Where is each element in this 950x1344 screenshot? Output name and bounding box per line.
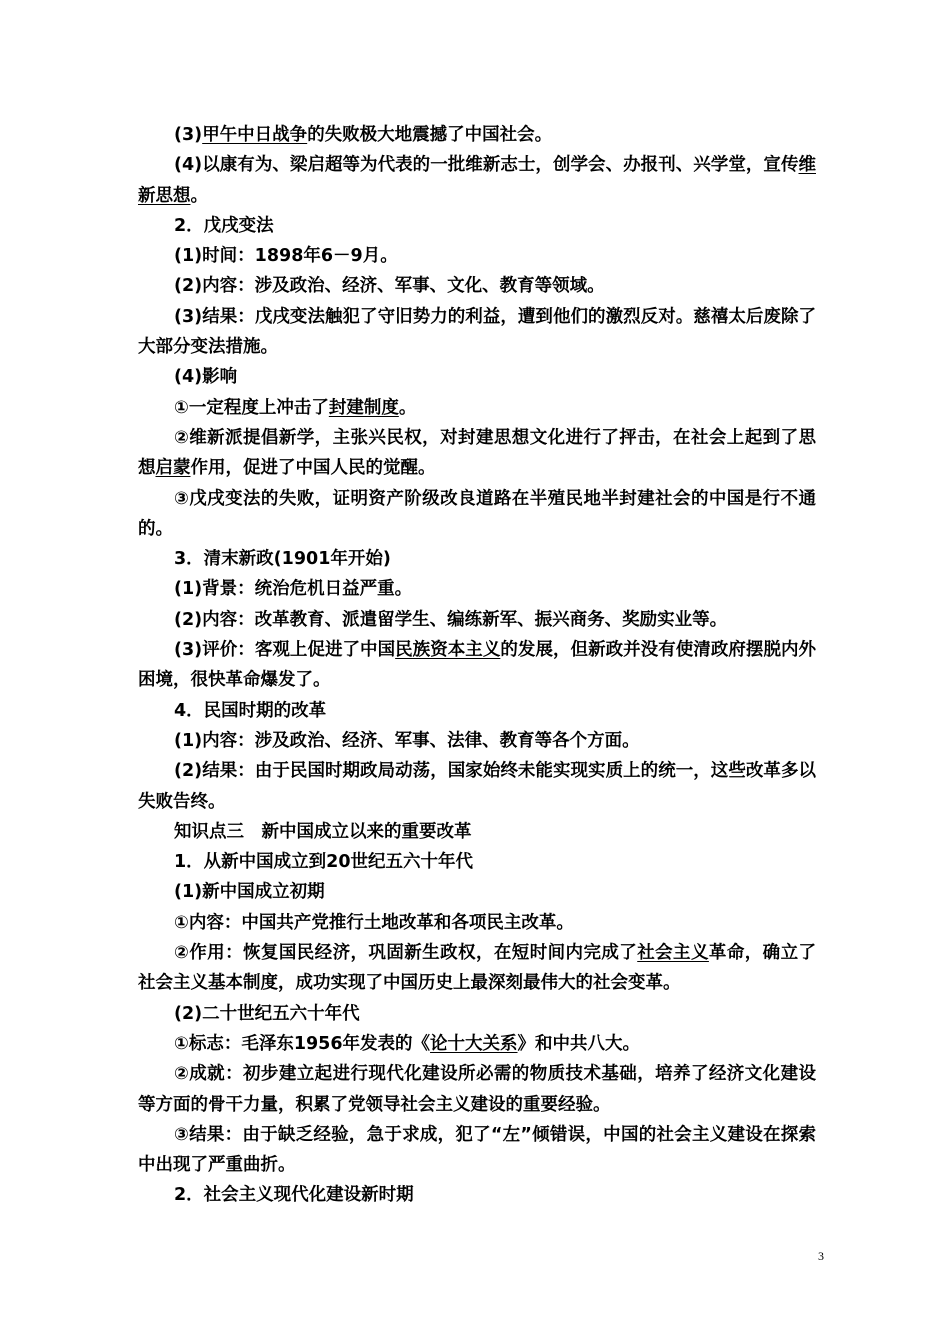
text-run: ①标志：毛泽东1956年发表的《: [174, 1033, 431, 1054]
text-run: 的发展，但新政并没有使清政府摆脱内外困境，很快革命爆发了。: [138, 640, 817, 691]
underlined-term: 维新思想: [138, 155, 816, 206]
text-run: ②维新派提倡新学，主张兴民权，对封建思想文化进行了抨击，在社会上起到了思想: [138, 427, 816, 479]
paragraph-p19: [138, 847, 816, 877]
text-run: ③结果：由于缺乏经验，急于求成，犯了“左”倾错误，中国的社会主义建设在探索中出现了严重曲折。: [138, 1124, 816, 1176]
text-run: ②作用：恢复国民经济，巩固新生政权，在短时间内完成了: [174, 943, 638, 964]
text-run: 革命，确立了社会主义基本制度，成功实现了中国历史上最深刻最伟大的社会变革。: [138, 943, 817, 994]
underlined-term: 封建制度: [328, 397, 399, 418]
paragraph-p01: [138, 120, 816, 150]
text-run: 2．社会主义现代化建设新时期: [174, 1185, 414, 1206]
text-run: (2)内容：涉及政治、经济、军事、文化、教育等领域。: [174, 276, 605, 297]
text-run: ②成就：初步建立起进行现代化建设所必需的物质技术基础，培养了经济文化建设等方面的骨干力量，积累了党领导社会主义建设的重要经验。: [138, 1064, 816, 1115]
text-run: 。: [398, 397, 417, 418]
paragraph-p24: [138, 1029, 816, 1059]
paragraph-p22: [138, 938, 816, 999]
paragraph-p26: [138, 1120, 816, 1181]
text-run: (4)影响: [174, 367, 238, 388]
paragraph-p13: [138, 605, 816, 635]
text-run: (1)时间：1898年6－9月。: [174, 246, 398, 267]
paragraph-p14: [138, 635, 816, 696]
text-run: (2)结果：由于民国时期政局动荡，国家始终未能实现实质上的统一，这些改革多以失败告终。: [138, 761, 816, 812]
text-run: 4．民国时期的改革: [174, 700, 327, 721]
paragraph-p18: [138, 817, 816, 847]
text-run: 》和中共八大。: [517, 1033, 641, 1054]
paragraph-p15: [138, 696, 816, 726]
paragraph-p08: [138, 393, 816, 423]
text-run: (3)评价：客观上促进了中国: [174, 640, 396, 661]
underlined-term: 甲午中日战争: [202, 125, 308, 145]
text-run: (3)结果：戊戌变法触犯了守旧势力的利益，遭到他们的激烈反对。慈禧太后废除了大部分变法措施。: [138, 306, 816, 358]
text-run: (3): [174, 125, 203, 145]
paragraph-p23: [138, 999, 816, 1029]
text-run: 1．从新中国成立到20世纪五六十年代: [174, 852, 474, 873]
text-run: (1)内容：涉及政治、经济、军事、法律、教育等各个方面。: [174, 730, 640, 751]
paragraph-p02: [138, 150, 816, 211]
underlined-term: 民族资本主义: [395, 640, 501, 661]
paragraph-p04: [138, 241, 816, 271]
underlined-term: 社会主义: [637, 943, 709, 964]
text-run: (1)新中国成立初期: [174, 882, 325, 903]
paragraph-p03: [138, 211, 816, 241]
text-run: 知识点三 新中国成立以来的重要改革: [174, 821, 472, 842]
paragraph-p05: [138, 271, 816, 301]
text-run: ①一定程度上冲击了: [174, 397, 329, 418]
paragraph-p17: [138, 756, 816, 817]
text-run: 作用，促进了中国人民的觉醒。: [190, 458, 436, 479]
text-run: ①内容：中国共产党推行土地改革和各项民主改革。: [174, 912, 574, 933]
paragraph-p21: [138, 908, 816, 938]
paragraph-p11: [138, 544, 816, 574]
paragraph-p06: [138, 302, 816, 363]
text-run: 的失败极大地震撼了中国社会。: [307, 125, 553, 145]
text-run: 2．戊戌变法: [174, 215, 274, 236]
text-run: (4)以康有为、梁启超等为代表的一批维新志士，创学会、办报刊、兴学堂，宣传: [174, 155, 799, 176]
paragraph-p10: [138, 484, 816, 545]
paragraph-p16: [138, 726, 816, 756]
paragraph-p25: [138, 1059, 816, 1120]
underlined-term: 启蒙: [155, 458, 191, 479]
paragraph-p07: [138, 362, 816, 392]
paragraph-p09: [138, 423, 816, 484]
page-number: 3: [818, 1249, 824, 1263]
document-body: [138, 120, 816, 1211]
underlined-term: 论十大关系: [430, 1033, 518, 1054]
text-run: 。: [190, 185, 208, 206]
text-run: 3．清末新政(1901年开始): [174, 549, 391, 570]
text-run: (1)背景：统治危机日益严重。: [174, 579, 413, 600]
text-run: (2)内容：改革教育、派遣留学生、编练新军、振兴商务、奖励实业等。: [174, 609, 728, 630]
paragraph-p12: [138, 574, 816, 604]
text-run: (2)二十世纪五六十年代: [174, 1003, 360, 1024]
text-run: ③戊戌变法的失败，证明资产阶级改良道路在半殖民地半封建社会的中国是行不通的。: [138, 488, 816, 539]
paragraph-p27: [138, 1180, 816, 1210]
paragraph-p20: [138, 877, 816, 907]
